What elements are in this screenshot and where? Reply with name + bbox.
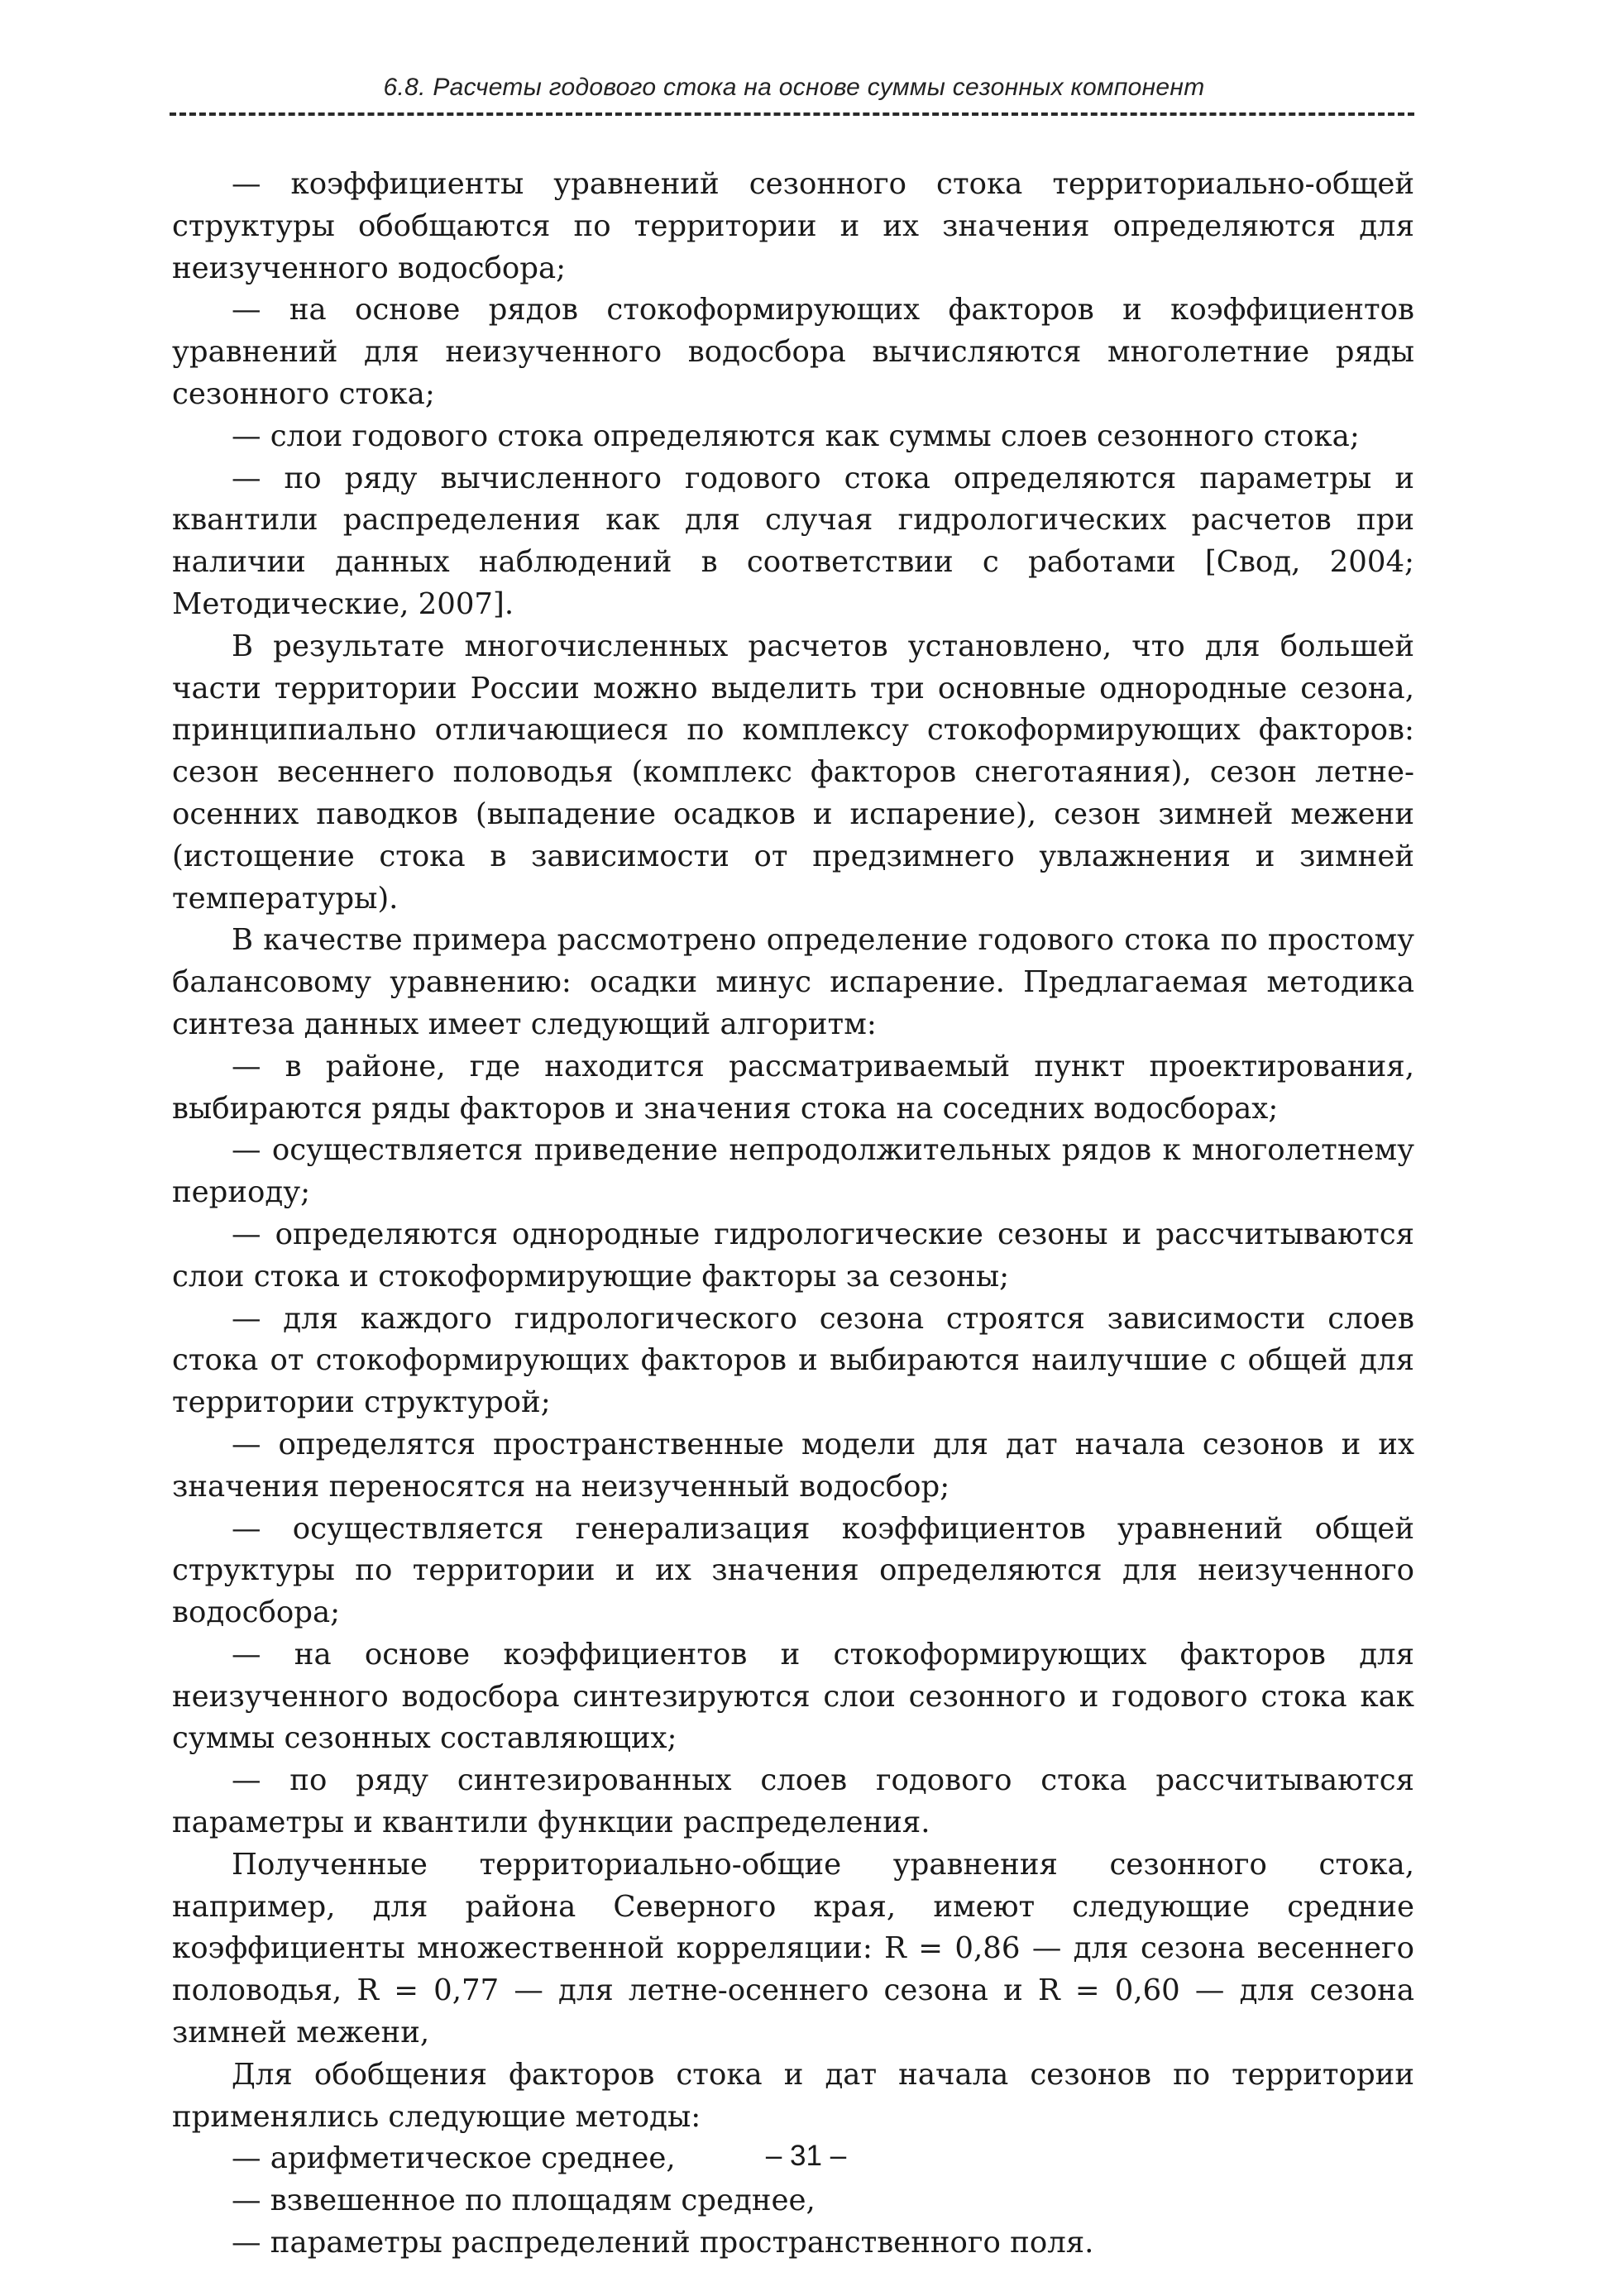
paragraph: Для обобщения факторов стока и дат начала сезонов по территории применялись следующие методы: bbox=[172, 2057, 1414, 2134]
paragraph: — по ряду вычисленного годового стока определяются параметры и квантили распределения как для случая гидрологических расчетов при наличии данных наблюдений в соответствии с работами [Свод, 2004; Методические, 2007]. bbox=[172, 461, 1414, 621]
paragraph: Полученные территориально-общие уравнения сезонного стока, например, для района Северного края, имеют следующие средние коэффициенты множественной корреляции: R = 0,86 — для сезона весеннего половодья, R = 0,77 — для летне-осеннего сезона и R = 0,60 — для сезона зимней межени, bbox=[172, 1847, 1414, 2050]
paragraph: — на основе рядов стокоформирующих факторов и коэффициентов уравнений для неизученного водосбора вычисляются многолетние ряды сезонного стока; bbox=[172, 293, 1414, 411]
header-dashed-rule bbox=[170, 112, 1414, 116]
body-text bbox=[172, 164, 1414, 2265]
page-number: – 31 – bbox=[765, 2140, 847, 2172]
paragraph: — слои годового стока определяются как суммы слоев сезонного стока; bbox=[232, 419, 1360, 453]
paragraph: — коэффициенты уравнений сезонного стока территориально-общей структуры обобщаются по территории и их значения определяются для неизученного водосбора; bbox=[172, 167, 1414, 285]
paragraph: — параметры распределений пространственного поля. bbox=[232, 2226, 1094, 2260]
paragraph: — осуществляется приведение непродолжительных рядов к многолетнему периоду; bbox=[172, 1133, 1414, 1210]
paragraph: — по ряду синтезированных слоев годового стока рассчитываются параметры и квантили функции распределения. bbox=[172, 1763, 1414, 1840]
running-head: 6.8. Расчеты годового стока на основе суммы сезонных компонент bbox=[383, 74, 1205, 101]
paragraph: — осуществляется генерализация коэффициентов уравнений общей структуры по территории и их значения определяются для неизученного водосбора; bbox=[172, 1511, 1414, 1630]
paragraph: — в районе, где находится рассматриваемый пункт проектирования, выбираются ряды факторов и значения стока на соседних водосборах; bbox=[172, 1049, 1414, 1126]
paragraph: — для каждого гидрологического сезона строятся зависимости слоев стока от стокоформирующих факторов и выбираются наилучшие с общей для территории структурой; bbox=[172, 1301, 1414, 1420]
paragraph: В качестве примера рассмотрено определение годового стока по простому балансовому уравнению: осадки минус испарение. Предлагаемая методика синтеза данных имеет следующий алгоритм: bbox=[172, 923, 1414, 1041]
paragraph: — взвешенное по площадям среднее, bbox=[232, 2184, 816, 2218]
paragraph: В результате многочисленных расчетов установлено, что для большей части территории России можно выделить три основные однородные сезона, принципиально отличающиеся по комплексу стокоформирующих факторов: сезон весеннего половодья (комплекс факторов снеготаяния), сезон летне-осенних паводков (выпадение осадков и испарение), сезон зимней межени (истощение стока в зависимости от предзимнего увлажнения и зимней температуры). bbox=[172, 629, 1414, 916]
paragraph: — на основе коэффициентов и стокоформирующих факторов для неизученного водосбора синтезируются слои сезонного и годового стока как суммы сезонных составляющих; bbox=[172, 1637, 1414, 1756]
paragraph: — арифметическое среднее, bbox=[232, 2141, 676, 2176]
paragraph: — определяются однородные гидрологические сезоны и рассчитываются слои стока и стокоформирующие факторы за сезоны; bbox=[172, 1217, 1414, 1294]
paragraph: — определятся пространственные модели для дат начала сезонов и их значения переносятся на неизученный водосбор; bbox=[172, 1427, 1414, 1504]
